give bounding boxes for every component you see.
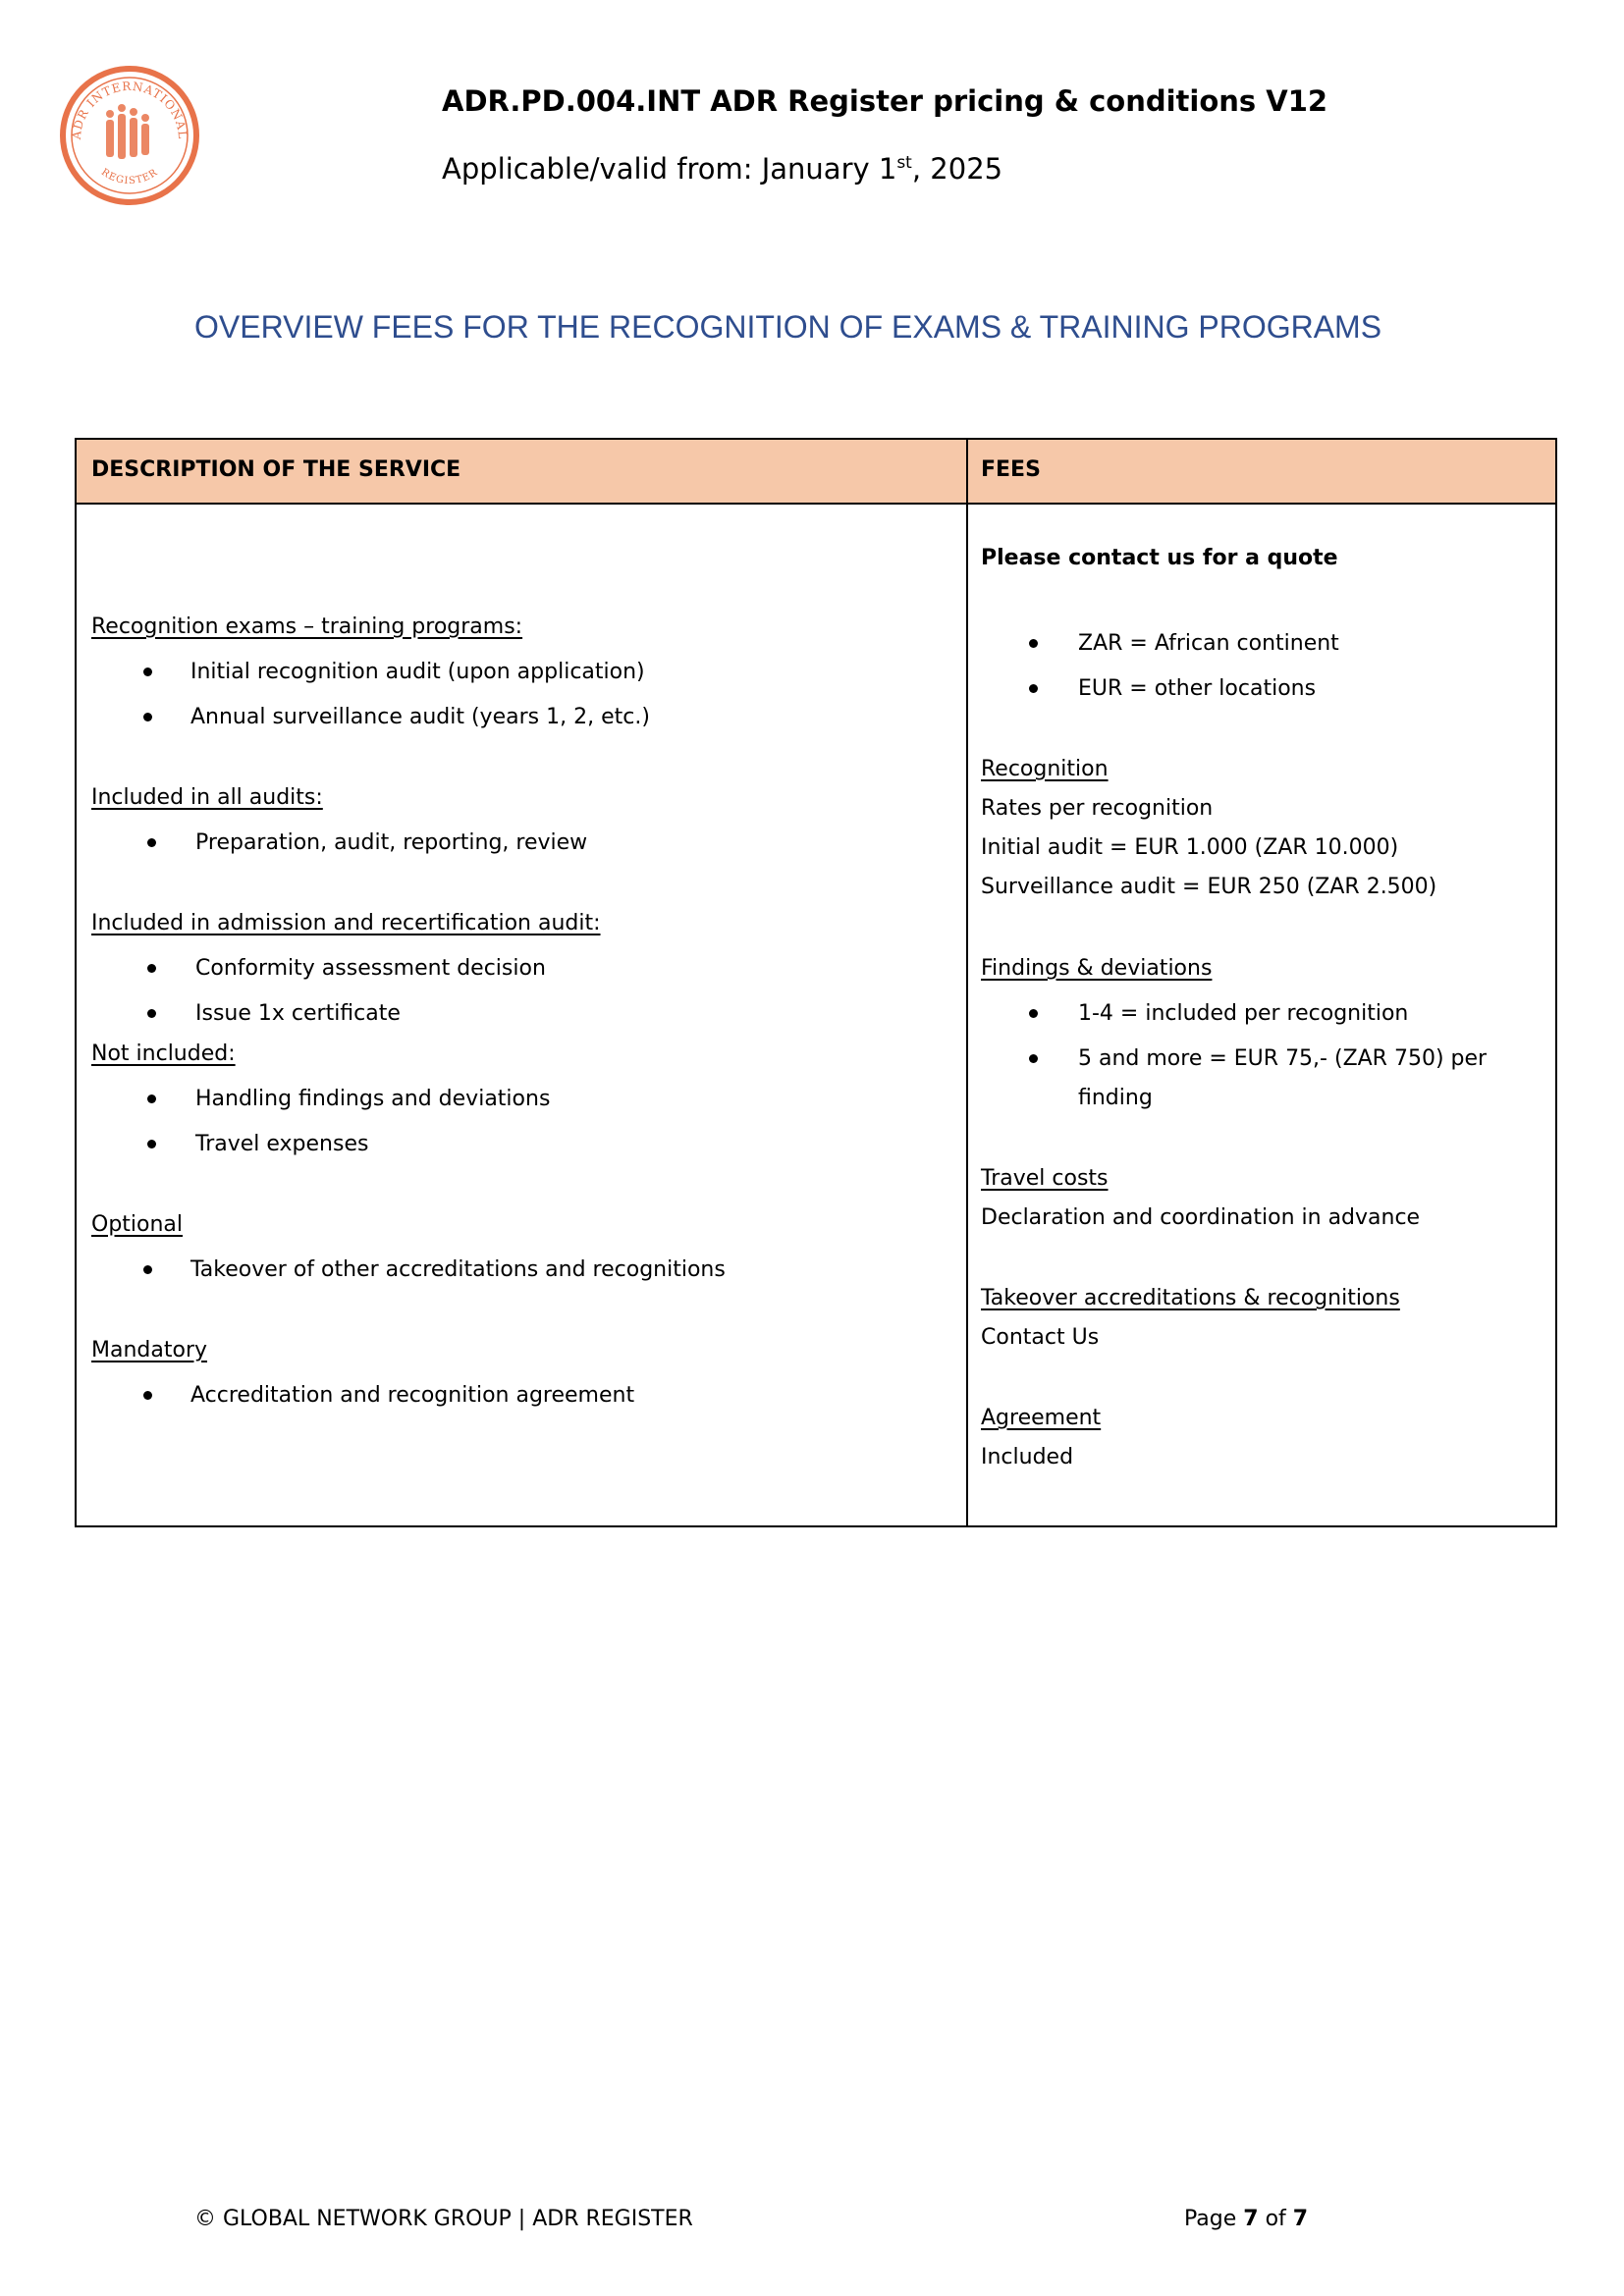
bullet: [147, 1009, 156, 1018]
fees-table: [75, 438, 1557, 1527]
footer-page-number: Page 7 of 7: [1184, 2207, 1309, 2231]
svg-text:ADR INTERNATIONAL: [70, 80, 189, 141]
agreement-heading: Agreement: [981, 1406, 1102, 1430]
travel-heading: Travel costs: [981, 1166, 1109, 1191]
column-header-description: DESCRIPTION OF THE SERVICE: [91, 457, 461, 482]
list-item-continuation: finding: [1078, 1086, 1153, 1110]
included-admission-heading: Included in admission and recertification audit:: [91, 911, 601, 935]
bullet: [147, 838, 156, 847]
bullet: [1029, 1009, 1038, 1018]
rates-line: Rates per recognition: [981, 796, 1214, 821]
bullet: [143, 1265, 152, 1274]
column-divider: [966, 440, 968, 1525]
document-title: ADR.PD.004.INT ADR Register pricing & conditions V12: [442, 84, 1328, 118]
overview-heading: OVERVIEW FEES FOR THE RECOGNITION OF EXAMS & TRAINING PROGRAMS: [194, 309, 1382, 345]
recognition-heading: Recognition: [981, 757, 1109, 781]
logo-bottom-text: REGISTER: [98, 167, 161, 187]
list-item: 5 and more = EUR 75,- (ZAR 750) per: [1078, 1046, 1488, 1071]
findings-heading: Findings & deviations: [981, 956, 1213, 981]
list-item: Issue 1x certificate: [195, 1001, 401, 1026]
bullet: [1029, 639, 1038, 648]
list-item: Travel expenses: [195, 1132, 369, 1156]
list-item: EUR = other locations: [1078, 676, 1317, 701]
list-item: Annual surveillance audit (years 1, 2, etc.): [190, 705, 650, 729]
bullet: [1029, 684, 1038, 693]
agreement-text: Included: [981, 1445, 1074, 1469]
list-item: Accreditation and recognition agreement: [190, 1383, 635, 1408]
bullet: [147, 964, 156, 973]
optional-heading: Optional: [91, 1212, 184, 1237]
list-item: Handling findings and deviations: [195, 1087, 551, 1111]
bullet: [1029, 1054, 1038, 1063]
bullet: [143, 713, 152, 721]
logo-top-text: ADR INTERNATIONAL: [69, 79, 190, 140]
contact-quote: Please contact us for a quote: [981, 546, 1338, 570]
travel-text: Declaration and coordination in advance: [981, 1205, 1421, 1230]
surveillance-audit-fee: Surveillance audit = EUR 250 (ZAR 2.500): [981, 875, 1437, 899]
list-item: 1-4 = included per recognition: [1078, 1001, 1409, 1026]
not-included-heading: Not included:: [91, 1041, 236, 1066]
takeover-text: Contact Us: [981, 1325, 1100, 1350]
list-item: Initial recognition audit (upon application): [190, 660, 645, 684]
adr-register-logo: [59, 65, 200, 206]
list-item: Preparation, audit, reporting, review: [195, 830, 588, 855]
column-header-fees: FEES: [981, 457, 1041, 482]
footer-copyright: © GLOBAL NETWORK GROUP | ADR REGISTER: [194, 2207, 693, 2231]
svg-text:REGISTER: [99, 167, 160, 187]
takeover-heading: Takeover accreditations & recognitions: [981, 1286, 1400, 1310]
initial-audit-fee: Initial audit = EUR 1.000 (ZAR 10.000): [981, 835, 1399, 860]
list-item: ZAR = African continent: [1078, 631, 1339, 656]
bullet: [143, 667, 152, 676]
valid-from: Applicable/valid from: January 1st, 2025: [442, 152, 1003, 186]
bullet: [147, 1095, 156, 1103]
recognition-exams-heading: Recognition exams – training programs:: [91, 614, 523, 639]
list-item: Takeover of other accreditations and recognitions: [190, 1257, 726, 1282]
list-item: Conformity assessment decision: [195, 956, 546, 981]
bullet: [147, 1140, 156, 1148]
mandatory-heading: Mandatory: [91, 1338, 208, 1362]
bullet: [143, 1391, 152, 1400]
included-all-heading: Included in all audits:: [91, 785, 323, 810]
